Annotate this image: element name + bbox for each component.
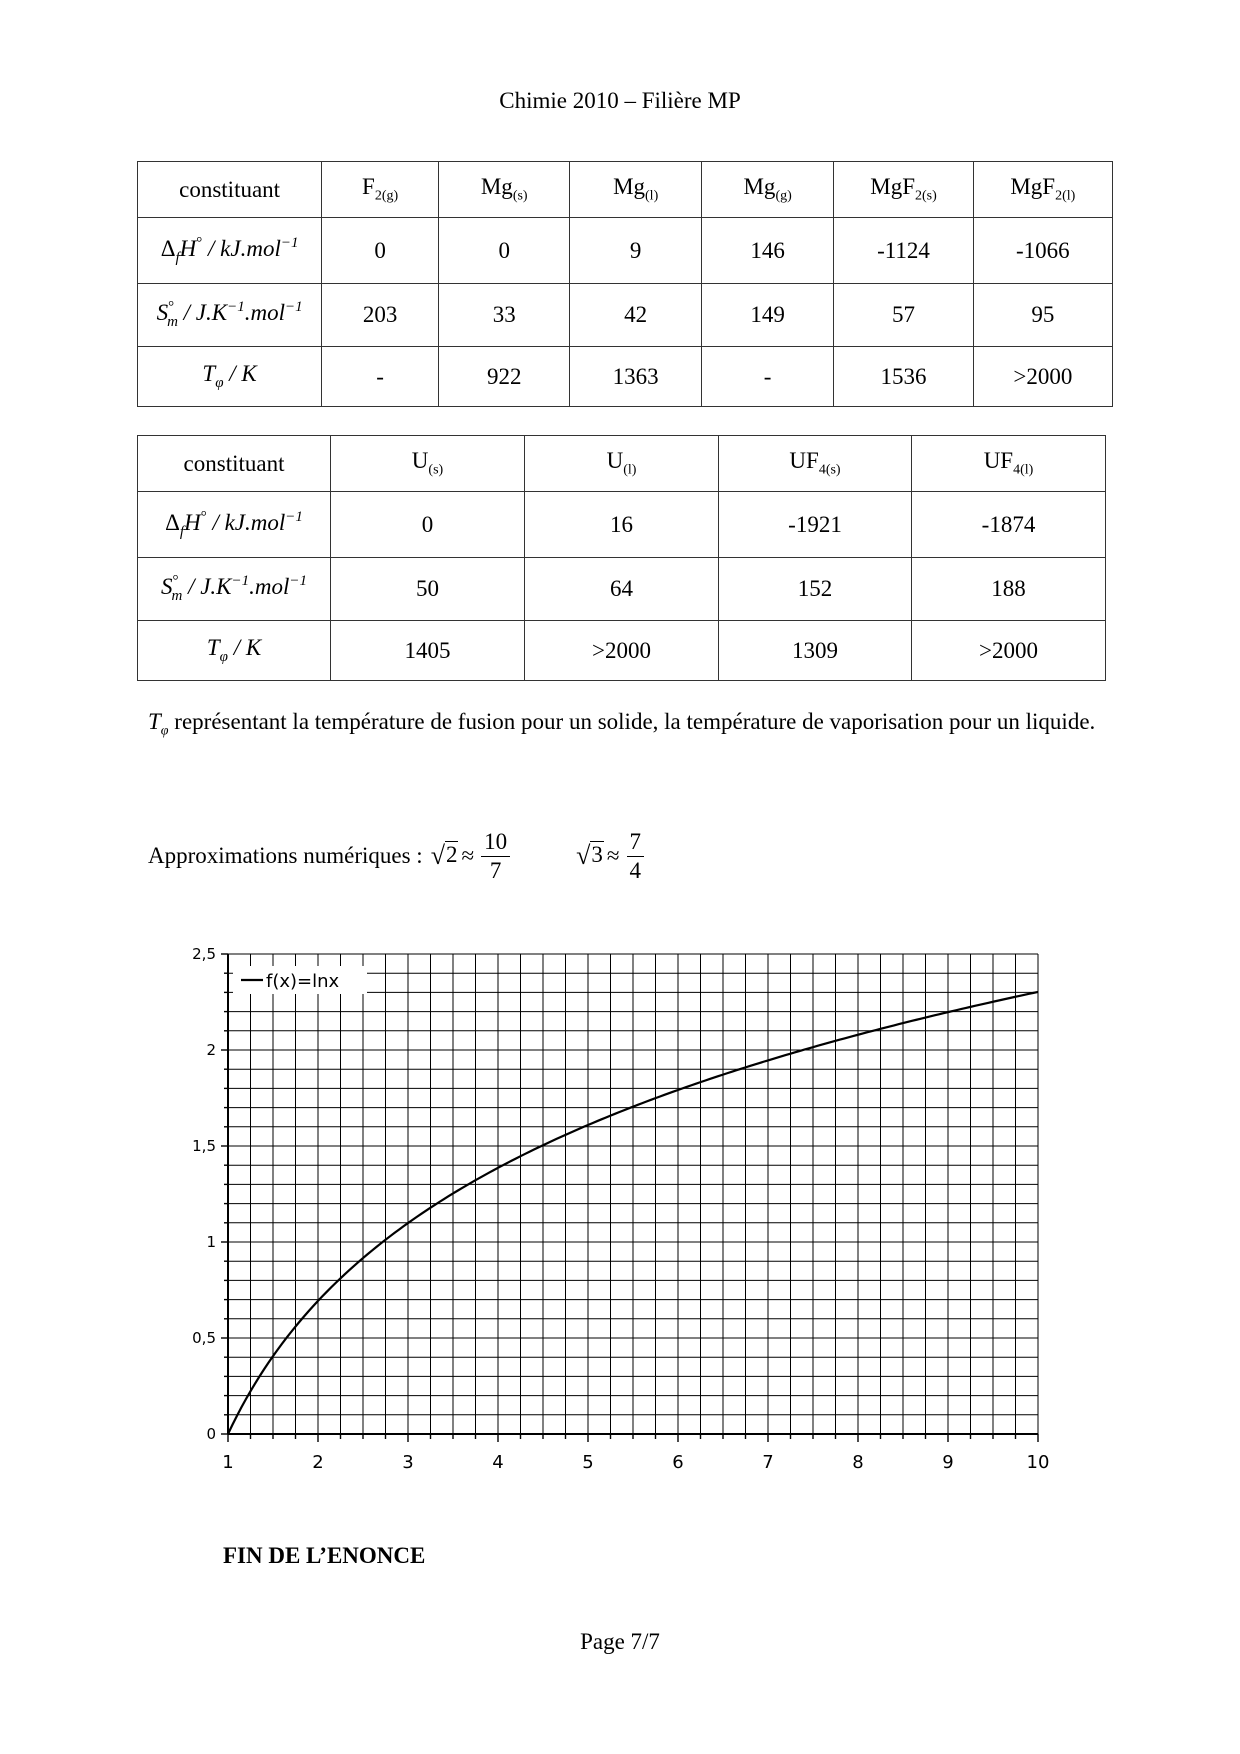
row-label-temperature: $T_\varphi$ / K [138,347,322,407]
table-cell: >2000 [973,347,1112,407]
table-header-row [138,162,1113,218]
sqrt-3: √ 3 [576,841,603,870]
column-header: $UF_{4(s)}$ [719,436,912,492]
table-cell: 203 [322,284,439,347]
legend-entry: f(x)=lnx [266,971,340,992]
x-tick-label: 10 [1026,1452,1050,1473]
table-cell: 50 [331,558,525,621]
table-row-transition-temperature [138,347,1113,407]
x-tick-label: 1 [222,1452,234,1473]
note-symbol: $T_\varphi$ [148,709,169,739]
table-cell: -1066 [973,218,1112,284]
x-tick-label: 4 [492,1452,504,1473]
row-label-entropy: $S^\circ_m / J.K^{-1}.mol^{-1}$ [138,558,331,621]
table-cell: 188 [912,558,1106,621]
row-label-entropy: $S^\circ_m / J.K^{-1}.mol^{-1}$ [138,284,322,347]
header-cell: constituant [138,162,322,218]
table-cell: 1536 [834,347,973,407]
table-cell: -1124 [834,218,973,284]
column-header: MgF$_{2(s)}$ [834,162,973,218]
x-tick-label: 3 [402,1452,414,1473]
table-cell: 149 [701,284,834,347]
table-row-entropy [138,558,1106,621]
x-tick-label: 2 [312,1452,324,1473]
table-cell: - [322,347,439,407]
table-cell: 0 [322,218,439,284]
row-label-enthalpy: $\Delta_fH^\circ / kJ.mol^{-1}$ [138,492,331,558]
table-cell: 33 [439,284,570,347]
y-tick-label: 0 [206,1425,216,1443]
table-row-entropy [138,284,1113,347]
column-header: $Mg_{(l)}$ [570,162,701,218]
table-cell: 152 [719,558,912,621]
table-cell: - [701,347,834,407]
column-header: MgF$_{2(l)}$ [973,162,1112,218]
table-cell: 1309 [719,621,912,681]
note-text: représentant la température de fusion pour un solide, la température de vaporisation pour un liquide. [174,709,1096,734]
table-cell: -1874 [912,492,1106,558]
x-tick-label: 8 [852,1452,864,1473]
y-tick-label: 0,5 [192,1329,216,1347]
approx-symbol: ≈ [461,843,475,868]
table-cell: 922 [439,347,570,407]
thermo-table-uranium [137,435,1106,681]
table-row-transition-temperature [138,621,1106,681]
sqrt-2: √ 2 [430,841,458,870]
ln-function-chart [170,935,1050,1495]
temperature-note [148,706,1103,748]
approx-symbol: ≈ [606,843,620,868]
table-cell: 0 [331,492,525,558]
numeric-approximations [148,826,648,886]
fraction-7-4: $\frac{7}{4}$ [627,828,645,885]
y-tick-label: 1,5 [192,1137,216,1155]
table-cell: 42 [570,284,701,347]
x-tick-label: 6 [672,1452,684,1473]
approx-label: Approximations numériques : [148,843,423,868]
page-header: Chimie 2010 – Filière MP [499,88,741,113]
column-header: $Mg_{(g)}$ [701,162,834,218]
row-label-enthalpy: $\Delta_fH^\circ / kJ.mol^{-1}$ [138,218,322,284]
page-number: Page 7/7 [580,1629,660,1654]
table-cell: -1921 [719,492,912,558]
table-cell: 9 [570,218,701,284]
column-header: $U_{(l)}$ [525,436,719,492]
y-tick-label: 1 [206,1233,216,1251]
table-cell: 16 [525,492,719,558]
table-cell: 95 [973,284,1112,347]
x-tick-label: 9 [942,1452,954,1473]
end-of-statement: FIN DE L’ENONCE [223,1543,426,1568]
column-header: $UF_{4(l)}$ [912,436,1106,492]
x-tick-label: 7 [762,1452,774,1473]
table-row-enthalpy [138,218,1113,284]
column-header: $Mg_{(s)}$ [439,162,570,218]
column-header: $U_{(s)}$ [331,436,525,492]
column-header: $F_{2(g)}$ [322,162,439,218]
table-cell: 0 [439,218,570,284]
header-cell: constituant [138,436,331,492]
thermo-table-magnesium [137,161,1113,407]
y-tick-label: 2,5 [192,945,216,963]
table-cell: 146 [701,218,834,284]
table-cell: 64 [525,558,719,621]
table-cell: >2000 [525,621,719,681]
y-tick-label: 2 [206,1041,216,1059]
table-row-enthalpy [138,492,1106,558]
table-cell: 1405 [331,621,525,681]
table-cell: >2000 [912,621,1106,681]
table-cell: 57 [834,284,973,347]
table-header-row [138,436,1106,492]
table-cell: 1363 [570,347,701,407]
x-tick-label: 5 [582,1452,594,1473]
row-label-temperature: $T_\varphi$ / K [138,621,331,681]
fraction-10-7: $\frac{10}{7}$ [481,828,510,885]
